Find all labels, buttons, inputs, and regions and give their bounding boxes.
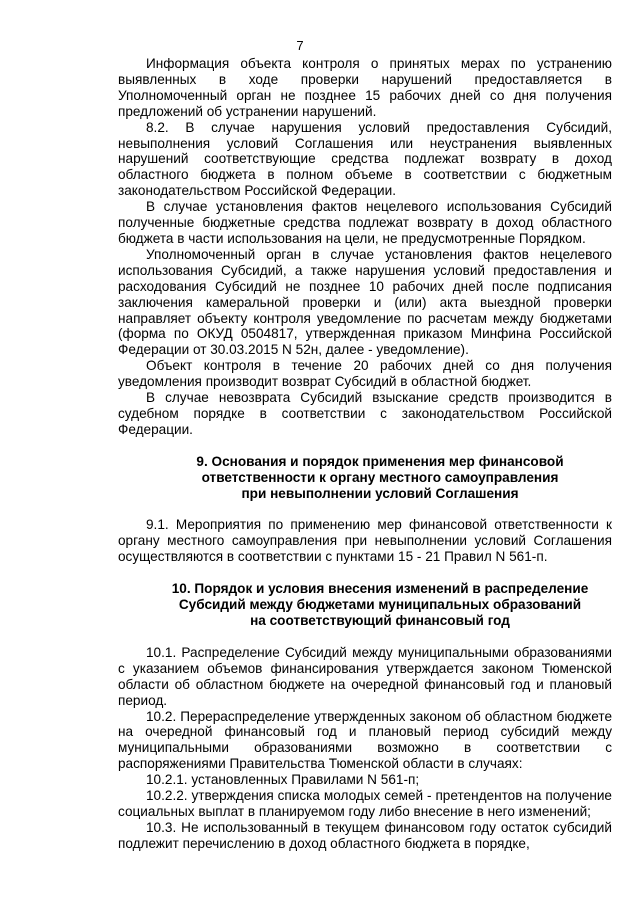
paragraph: 8.2. В случае нарушения условий предоставления Субсидий, невыполнения условий Соглашения или неустранения выявленных нарушений соответствующие средства подлежат возврату в доход областного бюджета в полном объеме в соответствии с бюджетным законодательством Российской Федерации. <box>118 119 612 199</box>
page-number: 7 <box>296 38 304 53</box>
paragraph: 10.2.1. установленных Правилами N 561-п; <box>146 772 420 788</box>
paragraph: В случае установления фактов нецелевого использования Субсидий полученные бюджетные средства подлежат возврату в доход областного бюджета в части использования на цели, не предусмотренные Порядком. <box>118 199 612 246</box>
paragraph: Информация объекта контроля о принятых мерах по устранению выявленных в ходе проверки нарушений предоставляется в Уполномоченный орган не позднее 15 рабочих дней со дня получения предложений об устранении нарушений. <box>118 56 612 119</box>
section-10-heading <box>118 581 612 629</box>
heading-line: Субсидий между бюджетами муниципальных образований <box>178 597 582 613</box>
paragraph: 10.1. Распределение Субсидий между муниципальными образованиями с указанием объемов финансирования утверждается законом Тюменской области об областном бюджете на очередной финансовый год и плановый период. <box>118 644 612 708</box>
heading-line: на соответствующий финансовый год <box>250 613 510 628</box>
paragraph: 10.3. Не использованный в текущем финансовом году остаток субсидий подлежит перечислению в доход областного бюджета в порядке, <box>118 819 612 851</box>
paragraph: 9.1. Мероприятия по применению мер финансовой ответственности к органу местного самоуправления при невыполнении условий Соглашения осуществляются в соответствии с пунктами 15 - 21 Правил N 561-п. <box>118 517 612 565</box>
paragraph: Объект контроля в течение 20 рабочих дней со дня получения уведомления производит возврат Субсидий в областной бюджет. <box>118 358 612 390</box>
heading-line: при невыполнении условий Соглашения <box>241 485 519 501</box>
paragraph: 10.2. Перераспределение утвержденных законом об областном бюджете на очередной финансовый год и плановый период субсидий между муниципальными образованиями возможно в соответствии с распоряжениями Правительства Тюменской области в случаях: <box>118 708 612 772</box>
paragraph: 10.2.2. утверждения списка молодых семей - претендентов на получение социальных выплат в планируемом году либо внесение в него изменений; <box>118 788 612 819</box>
page-content <box>118 56 612 852</box>
heading-line: 10. Порядок и условия внесения изменений в распределение <box>171 581 589 597</box>
paragraph: В случае невозврата Субсидий взыскание средств производится в судебном порядке в соответствии с законодательством Российской Федерации. <box>118 390 612 437</box>
heading-line: 9. Основания и порядок применения мер финансовой <box>196 453 564 469</box>
paragraph: Уполномоченный орган в случае установления фактов нецелевого использования Субсидий, а также нарушения условий предоставления и расходования Субсидий не позднее 10 рабочих дней после подписания заключения камеральной проверки и (или) акта выездной проверки направляет объекту контроля уведомление по расчетам между бюджетами (форма по ОКУД 0504817, утвержденная приказом Минфина Российской Федерации от 30.03.2015 N 52н, далее - уведомление). <box>118 246 612 358</box>
section-9-heading <box>118 454 612 502</box>
heading-line: ответственности к органу местного самоуправления <box>201 469 559 485</box>
